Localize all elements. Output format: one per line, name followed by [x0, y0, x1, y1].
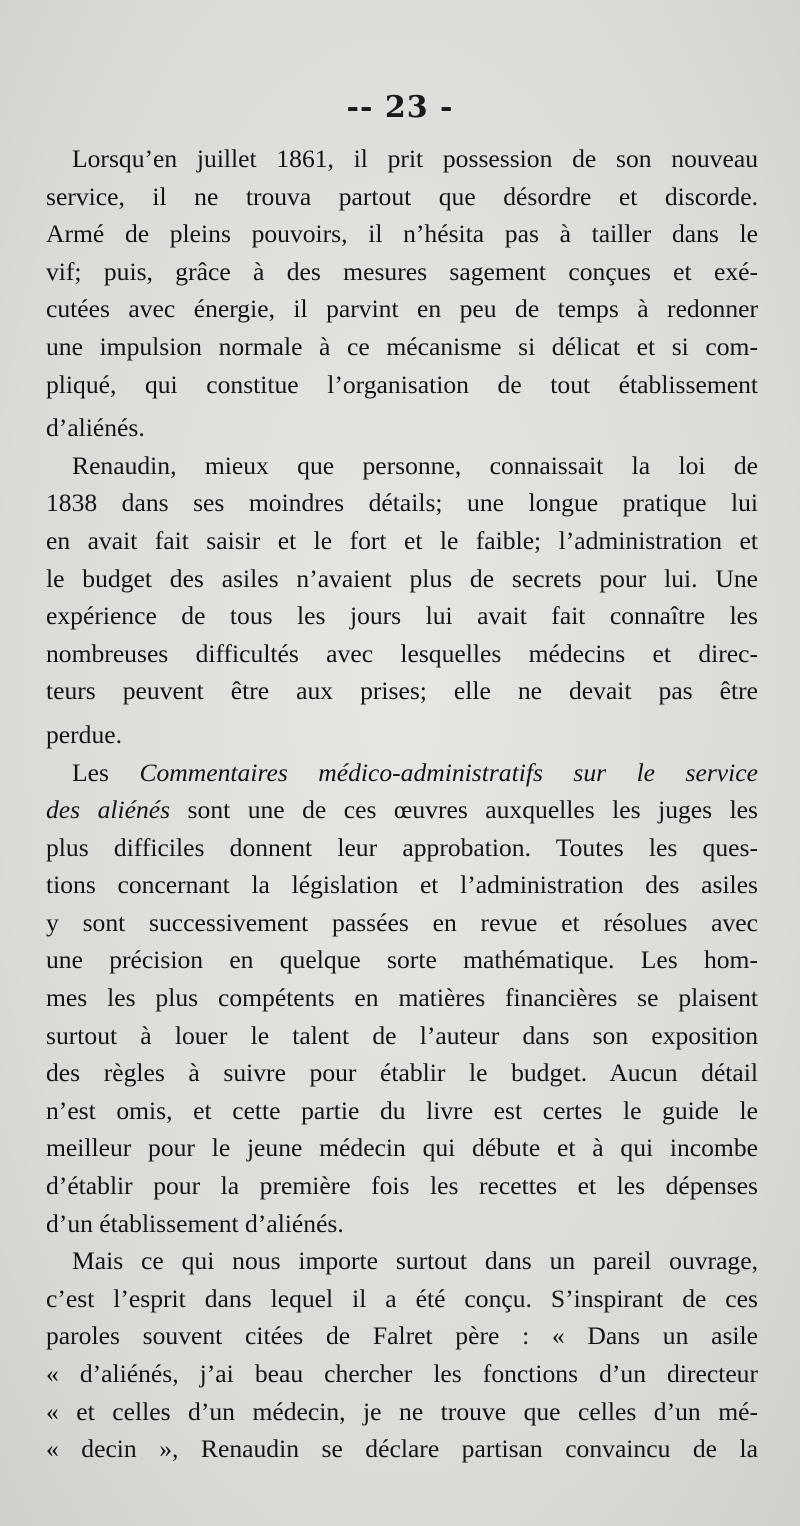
text-line: plus difficiles donnent leur approbation. Toutes les ques-	[46, 832, 758, 862]
book-title-italic: Commentaires médico-administratifs sur le service	[139, 757, 758, 787]
text-line: tions concernant la législation et l’administration des asiles	[46, 870, 758, 900]
text-line: meilleur pour le jeune médecin qui débute et à qui incombe	[46, 1133, 758, 1163]
text-line: Lorsqu’en juillet 1861, il prit possession de son nouveau	[72, 144, 758, 173]
text-line: le budget des asiles n’avaient plus de secrets pour lui. Une	[46, 563, 758, 593]
text-line: une impulsion normale à ce mécanisme si délicat et si com-	[46, 331, 758, 361]
text-line: c’est l’esprit dans lequel il a été conçu. S’inspirant de ces	[46, 1283, 758, 1313]
text-line: d’établir pour la première fois les recettes et les dépenses	[46, 1171, 758, 1201]
text-line: des règles à suivre pour établir le budget. Aucun détail	[46, 1058, 758, 1088]
text-line: n’est omis, et cette partie du livre est certes le guide le	[46, 1095, 758, 1125]
text-line: « decin », Renaudin se déclare partisan convaincu de la	[46, 1434, 758, 1464]
text-line: Armé de pleins pouvoirs, il n’hésita pas à tailler dans le	[46, 219, 758, 249]
text-line: perdue.	[46, 719, 123, 749]
paragraph-1	[46, 140, 758, 447]
book-title-italic: des aliénés	[46, 795, 171, 825]
text-line: teurs peuvent être aux prises; elle ne devait pas être	[46, 676, 758, 706]
text-line: Mais ce qui nous importe surtout dans un pareil ouvrage,	[72, 1246, 758, 1276]
text-line: cutées avec énergie, il parvint en peu de temps à redonner	[46, 294, 758, 324]
page-number: -- 23 -	[346, 90, 454, 125]
text-line	[46, 754, 758, 792]
text-line: 1838 dans ses moindres détails; une longue pratique lui	[46, 488, 758, 518]
text-line: surtout à louer le talent de l’auteur dans son exposition	[46, 1020, 758, 1050]
text-line	[46, 791, 758, 829]
text-run: Les	[72, 757, 140, 787]
text-line: expérience de tous les jours lui avait fait connaître les	[46, 601, 758, 631]
text-line: en avait fait saisir et le fort et le faible; l’administration et	[46, 525, 758, 555]
paragraph-3	[46, 754, 758, 1243]
text-line: y sont successivement passées en revue et résolues avec	[46, 907, 758, 937]
text-line: « et celles d’un médecin, je ne trouve que celles d’un mé-	[46, 1396, 758, 1426]
text-line: d’aliénés.	[46, 413, 145, 443]
text-line: d’un établissement d’aliénés.	[46, 1208, 344, 1238]
paragraph-4	[46, 1242, 758, 1468]
text-line: service, il ne trouva partout que désordre et discorde.	[46, 181, 758, 211]
text-line: Renaudin, mieux que personne, connaissait la loi de	[72, 450, 758, 480]
text-line: paroles souvent citées de Falret père : « Dans un asile	[46, 1321, 758, 1351]
text-line: « d’aliénés, j’ai beau chercher les fonctions d’un directeur	[46, 1359, 758, 1388]
text-line: une précision en quelque sorte mathématique. Les hom-	[46, 945, 758, 975]
text-run: sont une de ces œuvres auxquelles les juges les	[170, 795, 758, 825]
text-line: pliqué, qui constitue l’organisation de tout établissement	[46, 369, 758, 399]
text-line: vif; puis, grâce à des mesures sagement conçues et exé-	[46, 256, 758, 286]
text-line: mes les plus compétents en matières financières se plaisent	[46, 983, 758, 1013]
paragraph-2	[46, 447, 758, 754]
body-text	[46, 140, 758, 1468]
text-line: nombreuses difficultés avec lesquelles médecins et direc-	[46, 638, 758, 668]
